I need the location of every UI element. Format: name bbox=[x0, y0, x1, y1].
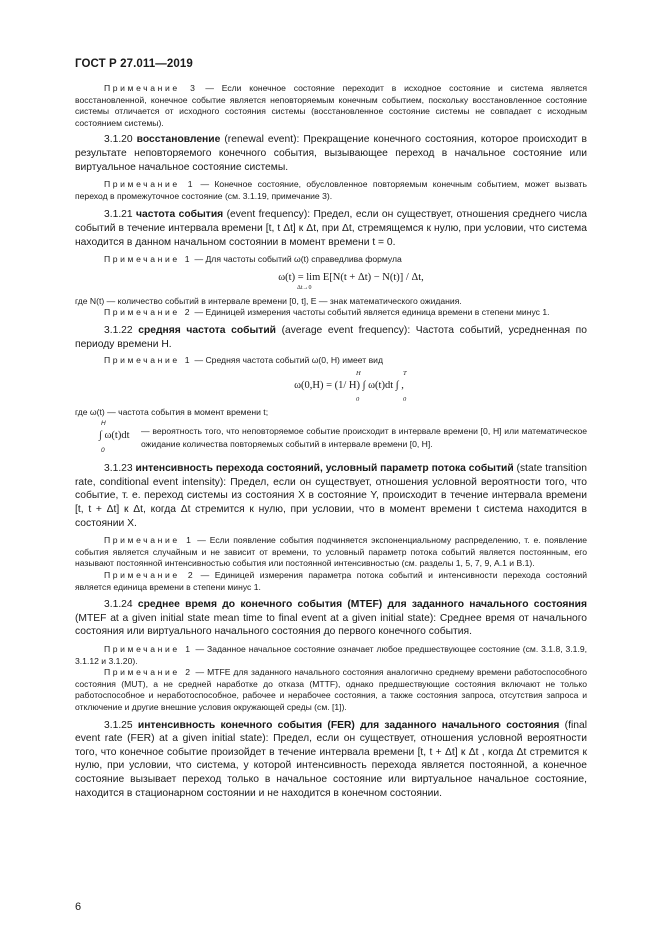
note-3-1-23-1 bbox=[75, 535, 587, 570]
note-text: — Единицей измерения параметра потока событий и интенсивности перехода состояний является единица времени в степени минус 1. bbox=[75, 570, 587, 592]
document-header: ГОСТ Р 27.011—2019 bbox=[75, 58, 193, 70]
integral-description: — вероятность того, что неповторяемое событие происходит в интервале времени [0, H] или математическое ожидание количества повторяемых событий в интервале времени [0, H]. bbox=[141, 426, 587, 450]
term-name: средняя частота событий bbox=[138, 324, 277, 336]
integral-explanation bbox=[75, 420, 587, 456]
integral-expression: ∫ ω(t)dt bbox=[99, 430, 130, 442]
note-label: Примечание 2 bbox=[104, 570, 196, 581]
formula-event-frequency bbox=[75, 270, 587, 296]
note-3-119 bbox=[75, 83, 587, 129]
note-3-1-22-1 bbox=[75, 355, 587, 367]
note-text: — Для частоты событий ω(t) справедлива формула bbox=[192, 254, 402, 265]
term-number: 3.1.21 bbox=[104, 209, 137, 221]
term-3-1-20 bbox=[75, 133, 587, 174]
note-where-2: где ω(t) — частота события в момент времени t; bbox=[75, 406, 269, 417]
term-definition: (event frequency): Предел, если он существует, отношения среднего числа событий в течение интервала времени [t, t Δt] к Δt, при Δt, стремящемся к нулю, при условии, что система находится в данном начальном состоянии в момент времени t = 0. bbox=[75, 209, 587, 248]
note-label: Примечание 2 bbox=[104, 307, 193, 318]
term-3-1-21 bbox=[75, 208, 587, 249]
integral-lower-limit: 0 bbox=[356, 395, 360, 403]
term-definition: (state transition rate, conditional event intensity): Предел, если он существует, отношения условной вероятности того, что событие, т. е. переход системы из состояния X в состояние Y, происходит в течение интервала времени [t, t + Δt] к Δt, когда Δt стремится к нулю, при условии, что в момент времени t система находится в состоянии X. bbox=[75, 463, 587, 529]
note-3-1-24-1 bbox=[75, 644, 587, 667]
term-3-1-23 bbox=[75, 462, 587, 530]
term-definition: (renewal event): Прекращение конечного состояния, которое происходит в результате неповторяемого конечного события, вызывающее переход в начальное состояние или виртуальное начальное состояние системы. bbox=[75, 134, 587, 173]
term-3-1-25 bbox=[75, 719, 587, 801]
term-3-1-24 bbox=[75, 598, 587, 639]
note-text: — Средняя частота событий ω(0, H) имеет вид bbox=[192, 355, 383, 366]
note-label: Примечание 1 bbox=[104, 535, 194, 546]
integral-upper-limit: H bbox=[101, 420, 106, 428]
note-3-1-23-2 bbox=[75, 570, 587, 593]
term-number: 3.1.20 bbox=[104, 134, 137, 146]
integral-upper-limit: H bbox=[356, 369, 361, 377]
note-text: — Заданное начальное состояние означает любое предшествующее состояние (см. 3.1.8, 3.1.9, 3.1.12 и 3.1.20). bbox=[75, 644, 588, 666]
term-3-1-22 bbox=[75, 324, 587, 351]
note-label: Примечание 1 bbox=[104, 254, 193, 265]
note-label: Примечание 1 bbox=[104, 179, 196, 190]
term-number: 3.1.22 bbox=[104, 324, 139, 336]
formula-expression: ω(t) = lim E[N(t + Δt) − N(t)] / Δt, bbox=[278, 271, 424, 283]
note-3-1-21-2 bbox=[75, 307, 587, 319]
term-name: среднее время до конечного события (MTEF) для заданного начального состояния bbox=[137, 599, 587, 611]
note-3-1-24-2 bbox=[75, 667, 587, 713]
note-text: — Если конечное состояние переходит в исходное состояние и система является восстановленной, конечное событие является неповторяемым конечным событием, поскольку восстановленное состояние системы отличается от исходного состояния системы (восстановленное состояние системы не совпадает с исходным состоянием системы). bbox=[75, 83, 588, 128]
page-number: 6 bbox=[75, 901, 82, 913]
integral-lower-limit: 0 bbox=[403, 395, 407, 403]
formula-average-frequency bbox=[75, 367, 587, 405]
integral-lower-limit: 0 bbox=[101, 447, 105, 455]
integral-upper-limit: T bbox=[403, 369, 407, 377]
note-label: Примечание 1 bbox=[104, 355, 193, 366]
term-definition: (final event rate (FER) at a given initial state): Предел, если он существует, отношения условной вероятности того, что конечное событие произойдет в течение интервала времени [t, t + Δt] к Δt , когда Δt стремится к нулю, при условии, что система, у которой интенсивность перехода является постоянной, а конечное состояние вызывает переход только в начальное состояние или виртуальное начальное состояние, находится в стационарном состоянии и не находится в конечном состоянии. bbox=[75, 719, 587, 799]
term-name: частота события bbox=[136, 209, 224, 221]
note-3-1-21-1 bbox=[75, 254, 587, 266]
note-text: — Если появление события подчиняется экспоненциальному распределению, т. е. появление события является случайным и не зависит от времени, то условный параметр потока событий является постоянным, его называют постоянной интенсивностью события или постоянной интенсивностью (см. разделы 1, 5, 7, 9, А.1 и В.1). bbox=[75, 535, 587, 569]
term-number: 3.1.24 bbox=[104, 599, 138, 611]
term-number: 3.1.23 bbox=[104, 463, 136, 475]
note-label: Примечание 1 bbox=[104, 644, 193, 654]
note-label: Примечание 3 bbox=[104, 83, 198, 93]
formula-expression: ω(0,H) = (1/ H) ∫ ω(t)dt ∫ , bbox=[294, 379, 404, 391]
note-where-1: где N(t) — количество событий в интервале времени [0, t], E — знак математического ожидания. bbox=[75, 295, 462, 306]
term-name: интенсивность перехода состояний, условный параметр потока событий bbox=[135, 463, 514, 475]
term-definition: (MTEF at a given initial state mean time to final event at a given initial state): Среднее время от начального состояния или виртуального начального состояния до первого конечного события. bbox=[75, 612, 587, 638]
note-text: — Единицей измерения частоты событий является единица времени в степени минус 1. bbox=[192, 307, 550, 318]
note-label: Примечание 2 bbox=[104, 667, 193, 678]
term-number: 3.1.25 bbox=[104, 719, 138, 731]
note-3-1-20 bbox=[75, 179, 587, 202]
document-body bbox=[75, 83, 587, 800]
term-name: восстановление bbox=[136, 134, 221, 146]
note-text: — Конечное состояние, обусловленное повторяемым конечным событием, может вызвать переход в промежуточное состояние (см. 3.1.19, примечание 3). bbox=[75, 179, 588, 201]
note-text: — MTFE для заданного начального состояния аналогично среднему времени работоспособного состояния (MUT), а не средней наработке до отказа (MTTF), однако предшествующие состояния включают не только работоспособное и неработоспособное, рабочее и нерабочее состояния, а также состояния запроса, отсутствия запроса и отключение и другие внешние условия окружающей среды (см. [1]). bbox=[75, 667, 588, 712]
term-definition: (average event frequency): Частота событий, усредненная по периоду времени H. bbox=[75, 324, 587, 350]
term-name: интенсивность конечного события (FER) для заданного начального состояния bbox=[137, 719, 560, 731]
formula-limit-subscript: Δt→0 bbox=[297, 284, 312, 291]
